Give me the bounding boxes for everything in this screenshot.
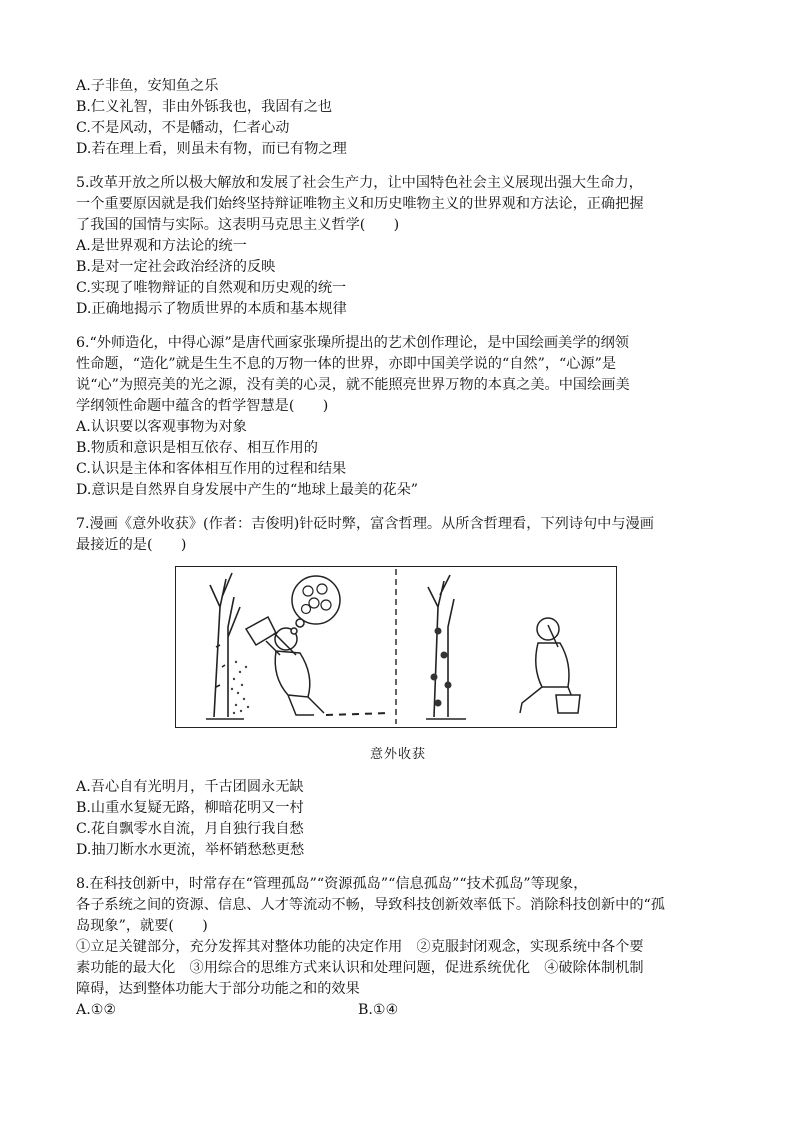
q7-option-a: A.吾心自有光明月，千古团圆永无缺 [76, 779, 304, 795]
q8-stem-line-1: 8.在科技创新中，时常存在“管理孤岛”“资源孤岛”“信息孤岛”“技术孤岛”等现象， [76, 876, 588, 892]
cartoon-figure [175, 566, 617, 728]
q6-stem-line-1: 6.“外师造化，中得心源”是唐代画家张璪所提出的艺术创作理论，是中国绘画美学的纲领 [76, 335, 629, 351]
q7-option-c: C.花自飘零水自流，月自独行我自愁 [76, 821, 304, 837]
q5-stem-line-3: 了我国的国情与实际。这表明马克思主义哲学( ) [76, 217, 400, 233]
q4-option-a: A.子非鱼，安知鱼之乐 [76, 78, 219, 94]
q8-option-b: B.①④ [358, 1002, 399, 1018]
q5-stem-line-2: 一个重要原因就是我们始终坚持辩证唯物主义和历史唯物主义的世界观和方法论，正确把握 [76, 196, 644, 212]
q8-statements-line-3: 障碍，达到整体功能大于部分功能之和的效果 [76, 981, 360, 997]
question-5 [76, 173, 720, 320]
question-4-options [76, 76, 720, 160]
q8-options-row [76, 1000, 720, 1021]
q6-option-b: B.物质和意识是相互依存、相互作用的 [76, 440, 318, 456]
q5-stem-line-1: 5.改革开放之所以极大解放和发展了社会生产力，让中国特色社会主义展现出强大生命力， [76, 175, 643, 191]
q6-stem-line-3: 说“心”为照亮美的光之源，没有美的心灵，就不能照亮世界万物的本真之美。中国绘画美 [76, 377, 630, 393]
q8-option-a: A.①② [76, 1002, 117, 1018]
question-7 [76, 514, 720, 861]
q8-stem-line-3: 岛现象”，就要( ) [76, 918, 208, 934]
q7-option-d: D.抽刀断水水更流，举杯销愁愁更愁 [76, 842, 305, 858]
cartoon-illustration [176, 567, 615, 726]
q8-statements-line-2: 素功能的最大化 ③用综合的思维方式来认识和处理问题，促进系统优化 ④破除体制机制 [76, 960, 644, 976]
right-tree [426, 575, 466, 719]
q8-stem-line-2: 各子系统之间的资源、信息、人才等流动不畅，导致科技创新效率低下。消除科技创新中的“孤 [76, 897, 665, 913]
cartoon-caption: 意外收获 [369, 747, 426, 762]
q6-option-a: A.认识要以客观事物为对象 [76, 419, 247, 435]
q6-option-d: D.意识是自然界自身发展中产生的“地球上最美的花朵” [76, 482, 419, 498]
right-man [520, 618, 580, 713]
q5-option-a: A.是世界观和方法论的统一 [76, 238, 247, 254]
q7-stem-line-1: 7.漫画《意外收获》(作者：吉俊明)针砭时弊，富含哲理。从所含哲理看，下列诗句中与漫画 [76, 516, 654, 532]
q6-option-c: C.认识是主体和客体相互作用的过程和结果 [76, 461, 347, 477]
q5-option-d: D.正确地揭示了物质世界的本质和基本规律 [76, 301, 347, 317]
q8-statements-line-1: ①立足关键部分，充分发挥其对整体功能的决定作用 ②克服封闭观念，实现系统中各个要 [76, 939, 644, 955]
question-8 [76, 874, 720, 1021]
water-stream [231, 661, 249, 714]
q5-option-c: C.实现了唯物辩证的自然观和历史观的统一 [76, 280, 347, 296]
q5-option-b: B.是对一定社会政治经济的反映 [76, 259, 276, 275]
question-content [76, 76, 720, 1021]
q7-stem-line-2: 最接近的是( ) [76, 537, 187, 553]
bucket [246, 617, 276, 645]
q4-option-d: D.若在理上看，则虽未有物，而已有物之理 [76, 141, 347, 157]
q7-option-b: B.山重水复疑无路，柳暗花明又一村 [76, 800, 304, 816]
q6-stem-line-4: 学纲领性命题中蕴含的哲学智慧是( ) [76, 398, 329, 414]
left-tree [206, 573, 244, 719]
q6-stem-line-2: 性命题，“造化”就是生生不息的万物一体的世界，亦即中国美学说的“自然”，“心源”是 [76, 356, 617, 372]
q4-option-c: C.不是风动，不是幡动，仁者心动 [76, 120, 290, 136]
left-man [266, 628, 324, 715]
question-6 [76, 333, 720, 501]
q4-option-b: B.仁义礼智，非由外铄我也，我固有之也 [76, 99, 333, 115]
